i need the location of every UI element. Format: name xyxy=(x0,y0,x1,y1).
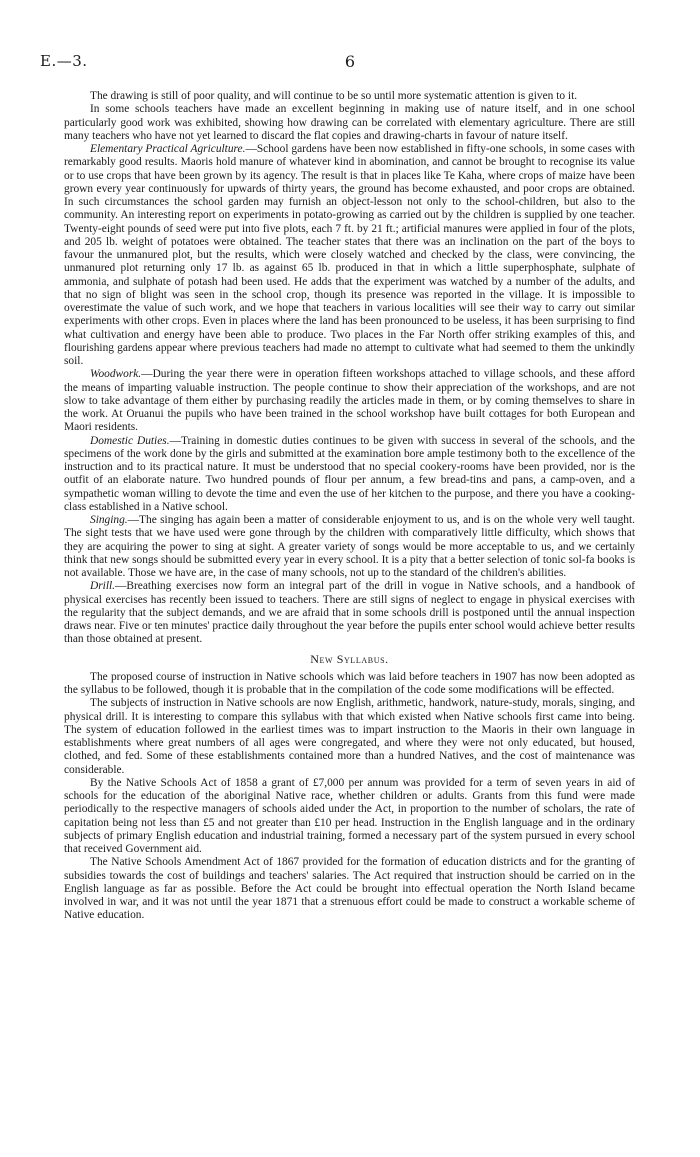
page-header xyxy=(40,52,660,74)
section-heading: New Syllabus. xyxy=(310,651,389,666)
paragraph-lead-agriculture: Elementary Practical Agriculture. xyxy=(90,143,246,155)
document-reference: E.—3. xyxy=(40,52,88,70)
paragraph-drawing-quality: The drawing is still of poor quality, and will continue to be so until more systematic attention is given to it. xyxy=(90,90,578,102)
paragraph-drawing-nature: In some schools teachers have made an excellent beginning in making use of nature itself, and in one school particularly good work was exhibited, showing how drawing can be correlated with elementary agriculture. There are still many teachers who have not yet learned to discard the flat copies and drawing-charts in favour of nature itself. xyxy=(64,103,635,142)
paragraph-domestic-duties: Domestic Duties.—Training in domestic duties continues to be given with success in several of the schools, and the specimens of the work done by the girls and submitted at the examination bore ample testimony both to the excellence of the instruction and to its practical nature. It must be understood that no special cookery-rooms have been provided, nor is the outfit of an elaborate nature. Two hundred pounds of flour per annum, a few bread-tins and pans, a camp-oven, and a sympathetic woman willing to devote the time and even the use of her kitchen to the purpose, and there you have a cooking-class established in a Native school. xyxy=(64,434,635,513)
paragraph-lead-woodwork: Woodwork. xyxy=(90,368,142,381)
page-number: 6 xyxy=(344,52,356,71)
document-body xyxy=(64,90,635,923)
paragraph-lead-domestic-duties: Domestic Duties. xyxy=(90,434,170,447)
paragraph-syllabus-adopted: The proposed course of instruction in Native schools which was laid before teachers in 1907 has now been adopted as the syllabus to be followed, though it is probable that in the compilation of the code some modifications will be effected. xyxy=(64,670,635,696)
paragraph-act-1867: The Native Schools Amendment Act of 1867 provided for the formation of education districts and for the granting of subsidies towards the cost of buildings and teachers' salaries. The Act required that instruction should be carried on in the English language as far as possible. Before the Act could be brought into effectual operation the North Island became involved in war, and it was not until the year 1871 that a strenuous effort could be made to construct a workable scheme of Native education. xyxy=(64,856,635,922)
paragraph-agriculture: Elementary Practical Agriculture.—School gardens have been now established in fifty-one schools, in some cases with remarkably good results. Maoris hold manure of whatever kind in abomination, and cannot be brought to recognise its value or to use crops that have been grown by its agency. The result is that in places like Te Kaha, where crops of maize have been grown every year continuously for upwards of thirty years, the ground has become exhausted, and poor crops are obtained. In such circumstances the school garden may furnish an object-lesson not only to the school-children, but also to the community. An interesting report on experiments in potato-growing as carried out by the children is supplied by one teacher. Twenty-eight pounds of seed were put into five plots, each 7 ft. by 21 ft.; artificial manures were applied in four of the plots, and 205 lb. weight of potatoes were obtained. The teacher states that there was an inclination on the part of the boys to favour the unmanured plot, but the results, which were closely watched and checked by the class, were convincing, the unmanured plot returning only 17 lb. as against 65 lb. produced in that in which a little superphosphate, sulphate of ammonia, and sulphate of potash had been used. He adds that the experiment was watched by a number of the adults, and that no sign of blight was seen in the school crop, though its presence was reported in the village. It is impossible to overestimate the value of such work, and we hope that teachers in various localities will see their way to carry out similar experiments with other crops. Even in places where the land has been pronounced to be useless, it has been surprising to find what cultivation and energy have been able to produce. Two places in the Far North offer striking examples of this, and flourishing gardens appear where previous teachers had made no attempt to cultivate what had seemed to them the unkindly soil. xyxy=(64,143,635,367)
paragraph-syllabus-subjects: The subjects of instruction in Native schools are now English, arithmetic, handwork, nature-study, morals, singing, and physical drill. It is interesting to compare this syllabus with that which existed when Native schools first came into being. The system of education followed in the earliest times was to impart instruction to the Maoris in their own language in establishments where great numbers of all ages were congregated, and where they were not only educated, but housed, clothed, and fed. Some of these establishments contained more than a hundred Natives, and the cost of maintenance was considerable. xyxy=(64,697,635,776)
paragraph-drill: Drill.—Breathing exercises now form an integral part of the drill in vogue in Native schools, and a handbook of physical exercises has recently been issued to teachers. There are still signs of neglect to engage in physical exercises with the regularity that the subject demands, and we are afraid that in some schools drill is postponed until the annual inspection draws near. Five or ten minutes' practice daily throughout the year before the pupils enter school would achieve better results than those obtained at present. xyxy=(64,580,635,646)
paragraph-act-1858: By the Native Schools Act of 1858 a grant of £7,000 per annum was provided for a term of seven years in aid of schools for the education of the aboriginal Native race, whether children or adults. Grants from this fund were made periodically to the respective managers of schools aided under the Act, in proportion to the number of scholars, the rate of capitation being not less than £5 and not greater than £10 per head. Instruction in the English language and in the ordinary subjects of primary English education and industrial training, formed a necessary part of the system pursued in every school that received Government aid. xyxy=(64,776,635,855)
paragraph-lead-singing: Singing. xyxy=(90,514,128,526)
paragraph-woodwork: Woodwork.—During the year there were in operation fifteen workshops attached to village schools, and these afford the means of imparting valuable instruction. The people continue to show their appreciation of the workshops, and are not slow to take advantage of them either by purchasing readily the articles made in them, or by coming themselves to share in the work. At Oruanui the pupils who have been trained in the school workshop have built cottages for both European and Maori residents. xyxy=(64,368,635,434)
paragraph-lead-drill: Drill. xyxy=(90,580,116,593)
paragraph-singing: Singing.—The singing has again been a matter of considerable enjoyment to us, and is on the whole very well taught. The sight tests that we have used were gone through by the children with comparatively little difficulty, which shows that they are acquiring the power to sing at sight. A greater variety of songs would be more acceptable to us, and we certainly think that new songs should be submitted every year in every school. It is a pity that a better selection of tonic sol-fa books is not available. Those we have are, in the case of many schools, not up to the standard of the children's abilities. xyxy=(64,514,635,579)
